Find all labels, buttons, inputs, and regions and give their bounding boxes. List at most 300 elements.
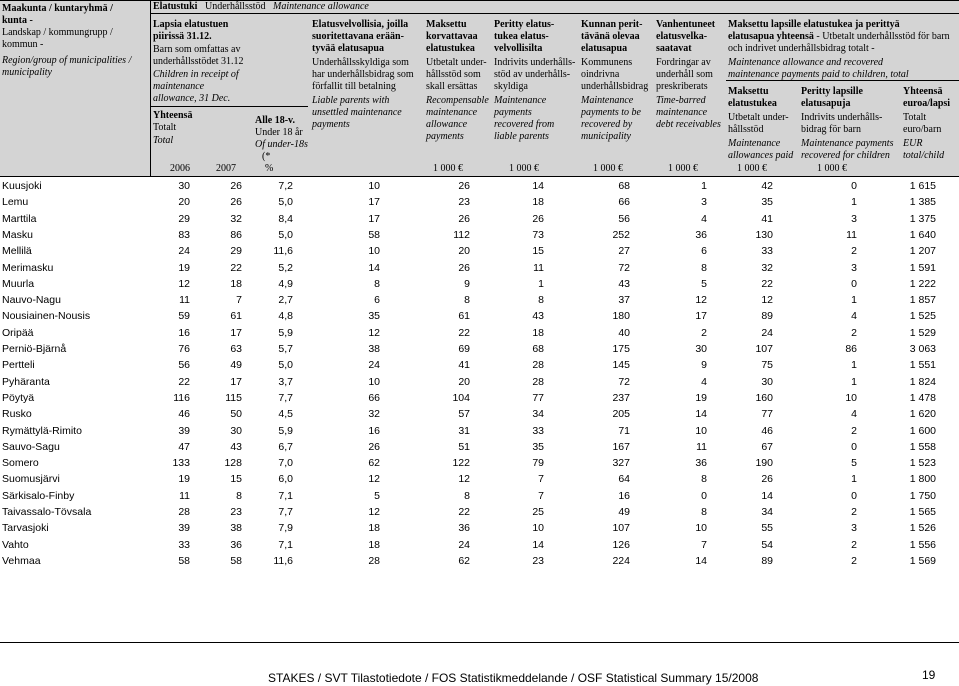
table-cell: 58	[368, 228, 380, 241]
children-under18-note: (*	[262, 151, 271, 162]
table-cell: 1 526	[909, 522, 936, 535]
table-cell: 112	[453, 228, 470, 241]
table-cell: 26	[368, 440, 380, 453]
table-cell: 55	[761, 522, 773, 535]
table-cell: 5,0	[278, 359, 293, 372]
municipality-name: Nauvo-Nagu	[2, 294, 61, 307]
table-cell: 22	[458, 506, 470, 518]
table-cell: 27	[618, 245, 630, 258]
table-row	[0, 374, 959, 390]
table-cell: 22	[761, 277, 773, 290]
sub-paid-fi-1: Maksettu	[728, 86, 769, 97]
table-cell: 66	[618, 196, 630, 209]
table-cell: 107	[612, 522, 630, 535]
table-cell: 1 529	[909, 326, 936, 339]
table-cell: 7	[538, 473, 544, 486]
table-cell: 10	[368, 375, 380, 388]
table-cell: 0	[701, 489, 707, 502]
table-cell: 12	[178, 277, 190, 290]
table-cell: 5	[701, 277, 707, 290]
unit-1000eur-municipal: 1 000 €	[593, 163, 623, 174]
table-cell: 64	[618, 473, 630, 486]
table-cell: 28	[368, 554, 380, 567]
table-cell: 1 800	[909, 473, 936, 486]
municipal-fi-3: elatusapua	[581, 43, 628, 54]
table-cell: 11	[846, 228, 857, 241]
table-cell: 14	[368, 261, 380, 274]
table-cell: 3 063	[909, 343, 936, 355]
table-cell: 35	[761, 196, 773, 209]
table-cell: 61	[458, 310, 470, 323]
table-cell: 1 600	[909, 424, 936, 437]
paid-total-fi-title2: elatusapua yhteensä	[728, 31, 814, 42]
table-row	[0, 341, 959, 357]
compensated-en-3: allowance	[426, 119, 468, 130]
compensated-sv-1: Utbetalt under-	[426, 57, 487, 68]
table-cell: 29	[230, 245, 242, 258]
region-header-en-1: Region/group of municipalities /	[2, 55, 132, 66]
liable-sv-3: förfallit till betalning	[312, 81, 396, 92]
municipal-sv-2: oindrivna	[581, 69, 620, 80]
table-cell: 12	[368, 473, 380, 486]
table-cell: 31	[458, 424, 470, 437]
table-cell: 11,6	[273, 245, 293, 258]
table-cell: 38	[230, 522, 242, 535]
table-cell: 3	[851, 212, 857, 225]
municipal-en-1: Maintenance	[581, 95, 634, 106]
table-cell: 2,7	[278, 294, 293, 307]
table-cell: 1 222	[909, 277, 936, 290]
footer-text: STAKES / SVT Tilastotiedote / FOS Statistikmeddelande / OSF Statistical Summary 15/2008	[268, 671, 759, 685]
sub-total-fi-2: euroa/lapsi	[903, 98, 951, 109]
table-cell: 2	[701, 326, 707, 339]
paid-total-sv-inline: - Utbetalt underhållsstöd för barn	[816, 31, 950, 42]
elatustuki-sv: Underhållsstöd	[204, 1, 266, 12]
municipality-name: Merimasku	[2, 261, 54, 274]
table-cell: 18	[368, 538, 380, 551]
table-cell: 24	[761, 326, 773, 339]
table-cell: 1	[851, 473, 857, 486]
table-cell: 1 523	[909, 457, 936, 470]
table-cell: 24	[458, 538, 470, 551]
sub-total-en-1: EUR	[903, 138, 923, 149]
table-cell: 43	[532, 310, 544, 323]
table-cell: 5,9	[278, 326, 293, 339]
compensated-sv-3: skall ersättas	[426, 81, 478, 92]
table-cell: 68	[532, 343, 544, 355]
table-cell: 46	[761, 424, 773, 437]
table-cell: 2	[851, 245, 857, 258]
table-row	[0, 520, 959, 536]
region-header-fi-2: kunta -	[2, 15, 33, 26]
table-cell: 33	[532, 424, 544, 437]
compensated-fi-1: Maksettu	[426, 19, 467, 30]
table-cell: 11	[533, 261, 544, 274]
municipal-en-2: payments to be	[581, 107, 641, 118]
table-cell: 43	[230, 440, 242, 453]
table-cell: 1 551	[909, 359, 936, 372]
table-cell: 8	[236, 489, 242, 502]
table-row	[0, 439, 959, 455]
municipal-fi-1: Kunnan perit-	[581, 19, 643, 30]
table-cell: 71	[618, 424, 630, 437]
sub-recovered-sv-2: bidrag för barn	[801, 124, 861, 135]
table-cell: 115	[225, 391, 242, 404]
table-cell: 36	[230, 538, 242, 551]
table-cell: 0	[851, 489, 857, 502]
table-cell: 49	[230, 359, 242, 372]
table-cell: 7	[236, 294, 242, 307]
liable-sv-1: Underhållsskyldiga som	[312, 57, 409, 68]
table-cell: 54	[761, 538, 773, 551]
recovered-en-1: Maintenance	[494, 95, 547, 106]
table-cell: 68	[618, 180, 630, 192]
table-cell: 5,9	[278, 424, 293, 437]
table-cell: 128	[224, 457, 242, 470]
table-cell: 8	[701, 261, 707, 274]
table-cell: 9	[464, 277, 470, 290]
municipality-name: Muurla	[2, 277, 35, 290]
table-cell: 4	[851, 408, 857, 421]
table-cell: 4,8	[278, 310, 293, 323]
table-cell: 33	[761, 245, 773, 258]
table-cell: 29	[178, 212, 190, 225]
children-under18-en: Of under-18s	[255, 139, 308, 150]
table-cell: 9	[701, 359, 707, 372]
table-row	[0, 211, 959, 227]
compensated-fi-3: elatustukea	[426, 43, 475, 54]
table-cell: 26	[458, 261, 470, 274]
table-cell: 8	[374, 277, 380, 290]
table-cell: 37	[618, 294, 630, 307]
compensated-fi-2: korvattavaa	[426, 31, 478, 42]
table-cell: 14	[761, 489, 773, 502]
table-cell: 89	[761, 310, 773, 323]
table-row	[0, 537, 959, 553]
table-cell: 2	[851, 506, 857, 518]
table-cell: 8,4	[278, 212, 293, 225]
municipal-en-3: recovered by	[581, 119, 633, 130]
table-cell: 1 640	[909, 228, 936, 241]
table-cell: 252	[612, 228, 630, 241]
table-cell: 10	[532, 522, 544, 535]
table-cell: 24	[178, 245, 190, 258]
table-cell: 2	[851, 424, 857, 437]
table-cell: 50	[230, 408, 242, 421]
table-cell: 36	[695, 457, 707, 470]
table-cell: 26	[230, 196, 242, 209]
table-cell: 1 375	[909, 212, 936, 225]
municipality-name: Perniö-Bjärnå	[2, 343, 67, 355]
table-cell: 237	[612, 391, 630, 404]
expired-sv-1: Fordringar av	[656, 57, 711, 68]
sub-recovered-sv-1: Indrivits underhålls-	[801, 112, 883, 123]
table-cell: 12	[368, 326, 380, 339]
table-cell: 32	[761, 261, 773, 274]
recovered-en-3: recovered from	[494, 119, 555, 130]
table-cell: 61	[230, 310, 242, 323]
municipal-fi-2: tävänä olevaa	[581, 31, 640, 42]
expired-fi-2: elatusvelka-	[656, 31, 708, 42]
table-cell: 2	[851, 538, 857, 551]
table-cell: 6	[701, 245, 707, 258]
table-cell: 7,0	[278, 457, 293, 470]
liable-fi-1: Elatusvelvollisia, joilla	[312, 19, 409, 30]
table-cell: 34	[761, 506, 773, 518]
expired-en-2: maintenance	[656, 107, 708, 118]
municipality-name: Suomusjärvi	[2, 473, 60, 486]
table-cell: 5,7	[278, 343, 293, 355]
table-row	[0, 276, 959, 292]
children-under18-sv: Under 18 år	[255, 127, 303, 138]
expired-en-3: debt receivables	[656, 119, 721, 130]
table-cell: 6,0	[278, 473, 293, 486]
table-cell: 160	[755, 391, 773, 404]
table-cell: 30	[761, 375, 773, 388]
table-cell: 10	[695, 522, 707, 535]
table-cell: 16	[178, 326, 190, 339]
municipality-name: Nousiainen-Nousis	[2, 310, 91, 323]
unit-1000eur-expired: 1 000 €	[668, 163, 698, 174]
table-cell: 1 857	[909, 294, 936, 307]
table-cell: 72	[618, 375, 630, 388]
table-cell: 1 620	[909, 408, 936, 421]
table-cell: 22	[230, 261, 242, 274]
table-cell: 56	[178, 359, 190, 372]
table-row	[0, 406, 959, 422]
table-row	[0, 390, 959, 406]
table-cell: 18	[368, 522, 380, 535]
municipality-name: Vehmaa	[2, 554, 41, 567]
table-cell: 33	[178, 538, 190, 551]
table-cell: 1 569	[909, 554, 936, 567]
municipality-name: Kuusjoki	[2, 180, 42, 192]
table-row	[0, 488, 959, 504]
municipality-name: Pöytyä	[2, 391, 35, 404]
table-cell: 5,0	[278, 196, 293, 209]
table-cell: 8	[701, 506, 707, 518]
table-cell: 5,0	[278, 228, 293, 241]
table-cell: 17	[368, 212, 380, 225]
table-row	[0, 357, 959, 373]
municipality-name: Vahto	[2, 538, 29, 551]
table-cell: 130	[755, 228, 773, 241]
table-cell: 8	[538, 294, 544, 307]
sub-paid-sv-1: Utbetalt under-	[728, 112, 789, 123]
municipality-name: Tarvasjoki	[2, 522, 49, 535]
recovered-en-2: payments	[494, 107, 532, 118]
liable-en-3: payments	[312, 119, 350, 130]
table-cell: 1 565	[909, 506, 936, 518]
table-cell: 69	[458, 343, 470, 355]
table-cell: 20	[458, 245, 470, 258]
table-row	[0, 455, 959, 471]
region-header-sv-2: kommun -	[2, 39, 44, 50]
table-cell: 58	[178, 554, 190, 567]
municipality-name: Somero	[2, 457, 39, 470]
table-cell: 36	[695, 228, 707, 241]
table-cell: 16	[618, 489, 630, 502]
table-cell: 67	[761, 440, 773, 453]
table-cell: 38	[368, 343, 380, 355]
table-cell: 19	[178, 473, 190, 486]
table-cell: 83	[178, 228, 190, 241]
unit-1000eur-paid: 1 000 €	[737, 163, 767, 174]
table-cell: 86	[230, 228, 242, 241]
table-cell: 7,1	[278, 489, 293, 502]
table-cell: 12	[458, 473, 470, 486]
table-cell: 77	[761, 408, 773, 421]
recovered-sv-2: stöd av underhålls-	[494, 69, 571, 80]
table-cell: 41	[458, 359, 470, 372]
table-cell: 1 824	[909, 375, 936, 388]
elatustuki-rule	[150, 13, 959, 14]
children-total-fi: Yhteensä	[153, 110, 193, 121]
table-cell: 62	[368, 457, 380, 470]
table-row	[0, 260, 959, 276]
unit-year-2007: 2007	[216, 163, 236, 174]
header-bottom-rule	[0, 176, 959, 177]
table-cell: 59	[178, 310, 190, 323]
table-cell: 6,7	[278, 440, 293, 453]
table-cell: 17	[695, 310, 707, 323]
table-cell: 175	[612, 343, 630, 355]
table-cell: 18	[230, 277, 242, 290]
table-cell: 7,7	[278, 506, 293, 518]
children-sub-rule	[150, 106, 308, 107]
table-cell: 327	[612, 457, 630, 470]
table-cell: 23	[532, 554, 544, 567]
unit-percent: %	[265, 163, 274, 174]
table-row	[0, 178, 959, 194]
unit-1000eur-recovered: 1 000 €	[509, 163, 539, 174]
table-cell: 17	[368, 196, 380, 209]
table-cell: 18	[532, 196, 544, 209]
table-cell: 15	[230, 473, 242, 486]
table-cell: 1 207	[909, 245, 936, 258]
table-cell: 11	[179, 489, 190, 502]
table-cell: 30	[178, 180, 190, 192]
table-cell: 3	[851, 261, 857, 274]
liable-en-1: Liable parents with	[312, 95, 390, 106]
table-cell: 40	[618, 326, 630, 339]
sub-total-sv-1: Totalt	[903, 112, 927, 123]
table-cell: 190	[755, 457, 773, 470]
table-cell: 49	[618, 506, 630, 518]
table-cell: 3	[701, 196, 707, 209]
table-cell: 34	[532, 408, 544, 421]
table-cell: 23	[458, 196, 470, 209]
table-cell: 0	[851, 277, 857, 290]
expired-sv-2: underhåll som	[656, 69, 713, 80]
table-cell: 1 525	[909, 310, 936, 323]
municipality-name: Masku	[2, 228, 33, 241]
sub-recovered-en-2: recovered for children	[801, 150, 890, 161]
table-cell: 122	[452, 457, 470, 470]
table-cell: 86	[845, 343, 857, 355]
table-cell: 66	[368, 391, 380, 404]
table-cell: 7,9	[278, 522, 293, 535]
table-cell: 72	[618, 261, 630, 274]
table-cell: 4	[701, 375, 707, 388]
table-cell: 8	[701, 473, 707, 486]
table-row	[0, 553, 959, 569]
region-header-sv-1: Landskap / kommungrupp /	[2, 27, 113, 38]
sub-recovered-fi-2: elatusapuja	[801, 98, 851, 109]
unit-1000eur-recovered-children: 1 000 €	[817, 163, 847, 174]
sub-paid-fi-2: elatustukea	[728, 98, 777, 109]
table-cell: 10	[368, 245, 380, 258]
table-cell: 11	[179, 294, 190, 307]
table-cell: 7,2	[278, 180, 293, 192]
table-row	[0, 243, 959, 259]
municipality-name: Sauvo-Sagu	[2, 440, 60, 453]
liable-en-2: unsettled maintenance	[312, 107, 402, 118]
table-cell: 15	[532, 245, 544, 258]
table-cell: 10	[695, 424, 707, 437]
compensated-en-4: payments	[426, 131, 464, 142]
table-cell: 18	[532, 326, 544, 339]
table-cell: 35	[532, 440, 544, 453]
expired-fi-1: Vanhentuneet	[656, 19, 716, 30]
table-cell: 32	[368, 408, 380, 421]
table-cell: 47	[178, 440, 190, 453]
table-cell: 28	[532, 375, 544, 388]
table-cell: 14	[695, 554, 707, 567]
table-cell: 12	[761, 294, 773, 307]
table-cell: 26	[230, 180, 242, 192]
table-cell: 3,7	[278, 375, 293, 388]
table-cell: 107	[755, 343, 773, 355]
table-cell: 62	[458, 554, 470, 567]
table-cell: 73	[532, 228, 544, 241]
children-sv-2: underhållsstödet 31.12	[153, 56, 244, 67]
table-cell: 1	[701, 180, 707, 192]
paid-total-sv2: och indrivet underhållsbidrag totalt -	[728, 43, 875, 54]
page-number: 19	[922, 668, 936, 682]
compensated-en-1: Recompensable	[426, 95, 489, 106]
paid-total-en1: Maintenance allowance and recovered	[728, 57, 884, 68]
paid-total-en2: maintenance payments paid to children, total	[728, 69, 909, 80]
table-cell: 2	[851, 554, 857, 567]
table-cell: 7	[701, 538, 707, 551]
expired-en-1: Time-barred	[656, 95, 706, 106]
table-cell: 4	[851, 310, 857, 323]
table-cell: 10	[368, 180, 380, 192]
table-cell: 5,2	[278, 261, 293, 274]
municipality-name: Rusko	[2, 408, 32, 421]
table-cell: 205	[612, 408, 630, 421]
table-cell: 1	[851, 294, 857, 307]
table-cell: 79	[532, 457, 544, 470]
table-cell: 5	[851, 457, 857, 470]
table-cell: 26	[532, 212, 544, 225]
table-cell: 14	[532, 538, 544, 551]
sub-total-en-2: total/child	[903, 150, 945, 161]
municipality-name: Lemu	[2, 196, 29, 209]
table-cell: 2	[851, 326, 857, 339]
table-cell: 39	[178, 424, 190, 437]
table-cell: 1	[538, 277, 544, 290]
table-cell: 133	[172, 457, 190, 470]
table-cell: 24	[368, 359, 380, 372]
table-cell: 89	[761, 554, 773, 567]
children-en-2: maintenance	[153, 81, 205, 92]
table-cell: 1 556	[909, 538, 936, 551]
table-row	[0, 504, 959, 520]
municipality-name: Särkisalo-Finby	[2, 489, 75, 502]
table-cell: 35	[368, 310, 380, 323]
